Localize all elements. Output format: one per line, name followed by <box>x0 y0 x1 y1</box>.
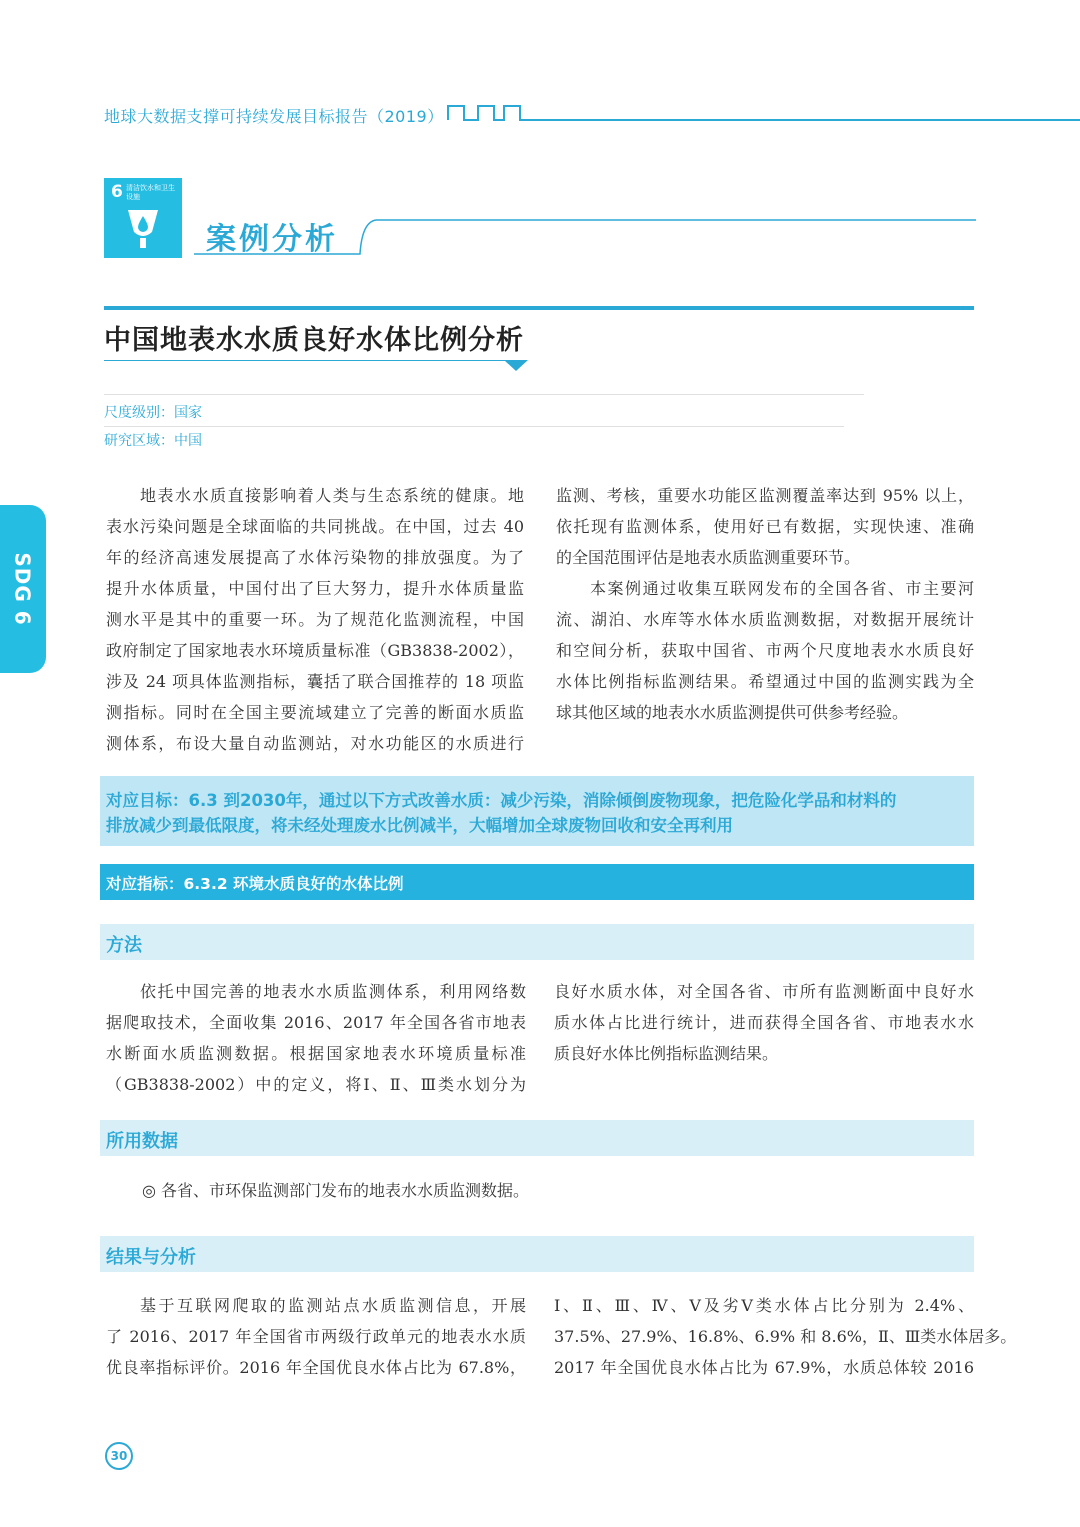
text-line: 表水污染问题是全球面临的共同挑战。在中国，过去 40 <box>106 517 524 536</box>
text-line: 37.5%、27.9%、16.8%、6.9% 和 8.6%，Ⅱ、Ⅲ类水体居多。 <box>554 1327 1017 1346</box>
title-top-bar <box>104 306 974 310</box>
data-item: ◎ 各省、市环保监测部门发布的地表水水质监测数据。 <box>142 1181 530 1200</box>
text-line: 据爬取技术，全面收集 2016、2017 年全国各省市地表 <box>106 1013 526 1032</box>
text-line: 测水平是其中的重要一环。为了规范化监测流程，中国 <box>106 610 524 629</box>
running-header: 地球大数据支撑可持续发展目标报告（2019） <box>104 107 444 126</box>
text-line: 测体系，布设大量自动监测站，对水功能区的水质进行 <box>106 734 524 753</box>
target-line: 对应目标：6.3 到2030年，通过以下方式改善水质：减少污染，消除倾倒废物现象，把危险化学品和材料的 <box>106 791 897 810</box>
results-heading-bar <box>100 1236 974 1272</box>
method-left-column <box>106 976 526 1100</box>
text-line: 年的经济高速发展提高了水体污染物的排放强度。为了 <box>106 548 524 567</box>
text-line: 依托中国完善的地表水水质监测体系，利用网络数 <box>140 982 526 1001</box>
text-line: 的全国范围评估是地表水质监测重要环节。 <box>556 548 861 567</box>
text-line: 水断面水质监测数据。根据国家地表水环境质量标准 <box>106 1044 526 1063</box>
text-line: 良好水质水体，对全国各省、市所有监测断面中良好水 <box>554 982 974 1001</box>
text-line: 优良率指标评价。2016 年全国优良水体占比为 67.8%， <box>106 1358 526 1377</box>
title-arrow-marker <box>504 360 528 372</box>
text-line: 提升水体质量，中国付出了巨大努力，提升水体质量监 <box>106 579 524 598</box>
text-line: 了 2016、2017 年全国省市两级行政单元的地表水水质 <box>106 1327 526 1346</box>
side-tab-label: SDG 6 <box>11 552 35 626</box>
indicator-box <box>100 864 974 900</box>
sdg-title: 清洁饮水和卫生设施 <box>126 184 175 201</box>
text-line: 质良好水体比例指标监测结果。 <box>554 1044 779 1063</box>
text-line: 水体比例指标监测结果。希望通过中国的监测实践为全 <box>556 672 974 691</box>
method-heading-bar <box>100 924 974 960</box>
target-text <box>106 788 968 838</box>
text-line: 流、湖泊、水库等水体水质监测数据，对数据开展统计 <box>556 610 974 629</box>
header-decoration <box>444 102 1080 124</box>
text-line: 监测、考核，重要水功能区监测覆盖率达到 95% 以上， <box>556 486 974 505</box>
meta-divider <box>104 394 864 395</box>
text-line: Ⅰ、Ⅱ、Ⅲ、Ⅳ、Ⅴ及劣Ⅴ类水体占比分别为 2.4%、 <box>554 1296 974 1315</box>
data-heading: 所用数据 <box>106 1131 178 1152</box>
text-line: 依托现有监测体系，使用好已有数据，实现快速、准确 <box>556 517 974 536</box>
results-right-column <box>554 1290 1017 1383</box>
meta-divider <box>104 426 844 427</box>
text-line: 政府制定了国家地表水环境质量标准（GB3838-2002）， <box>106 641 524 660</box>
text-line: （GB3838-2002）中的定义，将Ⅰ、Ⅱ、Ⅲ类水划分为 <box>106 1075 526 1094</box>
side-tab <box>0 505 46 673</box>
case-section-title: 案例分析 <box>206 222 338 257</box>
target-box <box>100 776 974 846</box>
text-line: 质水体占比进行统计，进而获得全国各省、市地表水水 <box>554 1013 974 1032</box>
results-left-column <box>106 1290 526 1383</box>
title-underline <box>104 360 526 361</box>
indicator-text: 对应指标：6.3.2 环境水质良好的水体比例 <box>106 875 404 893</box>
text-line: 2017 年全国优良水体占比为 67.9%，水质总体较 2016 <box>554 1358 974 1377</box>
study-region: 研究区域：中国 <box>104 433 202 449</box>
intro-right-column <box>556 480 974 728</box>
text-line: 球其他区域的地表水水质监测提供可供参考经验。 <box>556 703 909 722</box>
text-line: 地表水水质直接影响着人类与生态系统的健康。地 <box>140 486 524 505</box>
text-line: 本案例通过收集互联网发布的全国各省、市主要河 <box>590 579 974 598</box>
text-line: 测指标。同时在全国主要流域建立了完善的断面水质监 <box>106 703 524 722</box>
method-right-column <box>554 976 974 1069</box>
results-heading: 结果与分析 <box>106 1247 196 1268</box>
text-line: 涉及 24 项具体监测指标，囊括了联合国推荐的 18 项监 <box>106 672 524 691</box>
method-heading: 方法 <box>106 935 142 956</box>
sdg-badge <box>104 178 182 258</box>
text-line: 基于互联网爬取的监测站点水质监测信息，开展 <box>140 1296 526 1315</box>
article-title: 中国地表水水质良好水体比例分析 <box>104 325 524 356</box>
water-drop-cup-icon <box>126 208 160 252</box>
target-line: 排放减少到最低限度，将未经处理废水比例减半，大幅增加全球废物回收和安全再利用 <box>106 816 733 835</box>
scale-level: 尺度级别：国家 <box>104 405 202 421</box>
intro-left-column <box>106 480 524 759</box>
data-heading-bar <box>100 1120 974 1156</box>
text-line: 和空间分析，获取中国省、市两个尺度地表水水质良好 <box>556 641 974 660</box>
sdg-number: 6 <box>111 182 123 202</box>
page-number: 30 <box>105 1442 133 1470</box>
